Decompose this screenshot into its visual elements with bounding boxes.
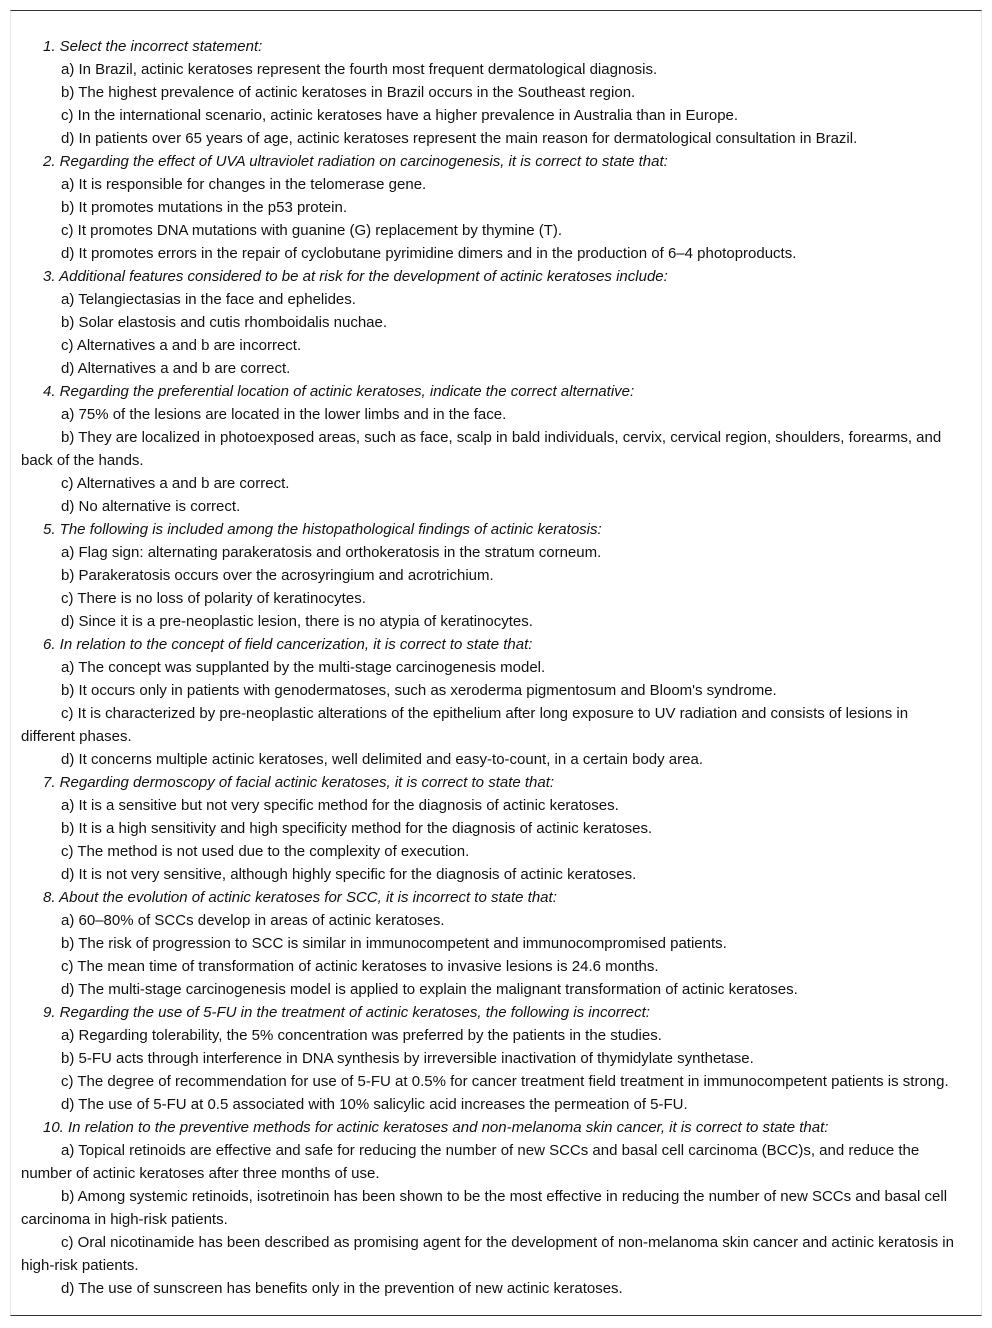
answer-option: b) The highest prevalence of actinic keratoses in Brazil occurs in the Southeast region. [61,84,636,101]
answer-option: d) It promotes errors in the repair of cyclobutane pyrimidine dimers and in the production of 6–4 photoproducts. [61,245,797,262]
question-stem: 3. Additional features considered to be at risk for the development of actinic keratoses include: [43,268,668,285]
question-stem: 4. Regarding the preferential location of actinic keratoses, indicate the correct alternative: [43,383,635,400]
answer-option: d) Alternatives a and b are correct. [61,360,291,377]
answer-option: b) It occurs only in patients with genodermatoses, such as xeroderma pigmentosum and Bloom's syndrome. [61,682,777,699]
question-3 [21,265,961,380]
answer-option: d) It concerns multiple actinic keratoses, well delimited and easy-to-count, in a certain body area. [61,751,703,768]
answer-option: b) It promotes mutations in the p53 protein. [61,199,347,216]
answer-option: c) Alternatives a and b are incorrect. [61,337,302,354]
answer-option: a) The concept was supplanted by the multi-stage carcinogenesis model. [61,659,546,676]
answer-option: b) Solar elastosis and cutis rhomboidalis nuchae. [61,314,388,331]
question-stem: 9. Regarding the use of 5-FU in the treatment of actinic keratoses, the following is incorrect: [43,1004,650,1021]
answer-option: d) The use of 5-FU at 0.5 associated with 10% salicylic acid increases the permeation of 5-FU. [61,1096,688,1113]
question-5 [21,518,961,633]
question-7 [21,771,961,886]
question-6 [21,633,961,771]
question-stem: 6. In relation to the concept of field cancerization, it is correct to state that: [43,636,533,653]
answer-option: a) Topical retinoids are effective and safe for reducing the number of new SCCs and basal cell carcinoma (BCC)s, and reduce the number of actinic keratoses after three months of use. [21,1142,920,1182]
answer-option: d) The use of sunscreen has benefits only in the prevention of new actinic keratoses. [61,1280,623,1297]
question-4 [21,380,961,518]
answer-option: b) They are localized in photoexposed areas, such as face, scalp in bald individuals, cervix, cervical region, shoulders, forearms, and back of the hands. [21,429,942,469]
answer-option: b) The risk of progression to SCC is similar in immunocompetent and immunocompromised patients. [61,935,727,952]
question-stem: 10. In relation to the preventive methods for actinic keratoses and non-melanoma skin cancer, it is correct to state that: [43,1119,829,1136]
question-stem: 8. About the evolution of actinic keratoses for SCC, it is incorrect to state that: [43,889,557,906]
answer-option: d) The multi-stage carcinogenesis model is applied to explain the malignant transformation of actinic keratoses. [61,981,798,998]
answer-option: a) Regarding tolerability, the 5% concentration was preferred by the patients in the studies. [61,1027,662,1044]
question-stem: 2. Regarding the effect of UVA ultraviolet radiation on carcinogenesis, it is correct to state that: [43,153,668,170]
question-2 [21,150,961,265]
answer-option: c) It promotes DNA mutations with guanine (G) replacement by thymine (T). [61,222,563,239]
answer-option: a) It is a sensitive but not very specific method for the diagnosis of actinic keratoses. [61,797,619,814]
answer-option: d) No alternative is correct. [61,498,241,515]
answer-option: b) Among systemic retinoids, isotretinoin has been shown to be the most effective in reducing the number of new SCCs and basal cell carcinoma in high-risk patients. [21,1188,948,1228]
answer-option: b) Parakeratosis occurs over the acrosyringium and acrotrichium. [61,567,494,584]
answer-option: a) Flag sign: alternating parakeratosis and orthokeratosis in the stratum corneum. [61,544,602,561]
answer-option: c) In the international scenario, actinic keratoses have a higher prevalence in Australia than in Europe. [61,107,739,124]
answer-option: a) Telangiectasias in the face and ephelides. [61,291,356,308]
answer-option: c) The mean time of transformation of actinic keratoses to invasive lesions is 24.6 months. [61,958,659,975]
answer-option: c) The degree of recommendation for use of 5-FU at 0.5% for cancer treatment field treatment in immunocompetent patients is strong. [61,1073,949,1090]
answer-option: c) The method is not used due to the complexity of execution. [61,843,470,860]
question-9 [21,1001,961,1116]
answer-option: b) It is a high sensitivity and high specificity method for the diagnosis of actinic keratoses. [61,820,653,837]
answer-option: d) Since it is a pre-neoplastic lesion, there is no atypia of keratinocytes. [61,613,533,630]
question-1 [21,35,961,150]
answer-option: d) It is not very sensitive, although highly specific for the diagnosis of actinic keratoses. [61,866,637,883]
answer-option: c) Alternatives a and b are correct. [61,475,290,492]
questionnaire-box [10,10,982,1316]
question-8 [21,886,961,1001]
answer-option: c) Oral nicotinamide has been described as promising agent for the development of non-melanoma skin cancer and actinic keratosis in high-risk patients. [21,1234,954,1274]
question-list [11,11,981,1300]
question-stem: 1. Select the incorrect statement: [43,38,263,55]
answer-option: c) There is no loss of polarity of keratinocytes. [61,590,366,607]
answer-option: d) In patients over 65 years of age, actinic keratoses represent the main reason for dermatological consultation in Brazil. [61,130,858,147]
answer-option: a) 75% of the lesions are located in the lower limbs and in the face. [61,406,507,423]
answer-option: c) It is characterized by pre-neoplastic alterations of the epithelium after long exposure to UV radiation and consists of lesions in different phases. [21,705,909,745]
answer-option: b) 5-FU acts through interference in DNA synthesis by irreversible inactivation of thymidylate synthetase. [61,1050,754,1067]
answer-option: a) In Brazil, actinic keratoses represent the fourth most frequent dermatological diagnosis. [61,61,658,78]
question-stem: 7. Regarding dermoscopy of facial actinic keratoses, it is correct to state that: [43,774,555,791]
answer-option: a) It is responsible for changes in the telomerase gene. [61,176,427,193]
question-stem: 5. The following is included among the histopathological findings of actinic keratosis: [43,521,602,538]
answer-option: a) 60–80% of SCCs develop in areas of actinic keratoses. [61,912,445,929]
question-10 [21,1116,961,1300]
